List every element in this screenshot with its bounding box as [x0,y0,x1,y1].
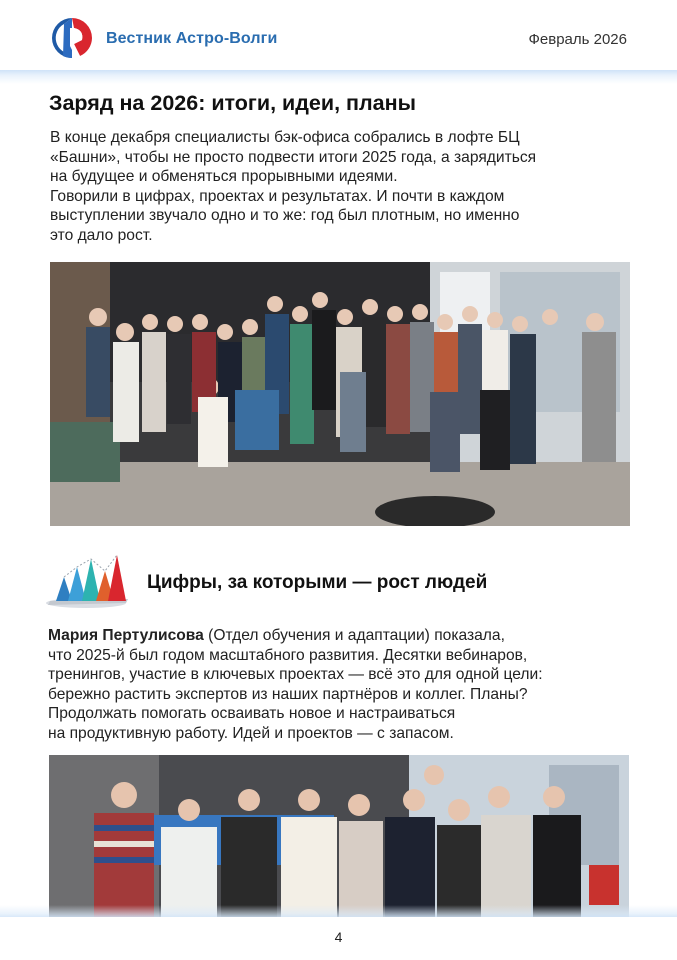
intro-line: на будущее и обменяться прорывными идеями. [50,168,398,186]
body-line: Продолжать помогать осваивать новое и настраиваться [48,705,456,723]
intro-line: «Башни», чтобы не просто подвести итоги 2025 года, а зарядиться [50,148,537,166]
intro-line: В конце декабря специалисты бэк-офиса собрались в лофте БЦ [50,129,520,146]
section-body [48,626,633,744]
header-divider-glow [0,70,677,84]
article-intro [50,128,630,246]
issue-date: Февраль 2026 [528,31,627,48]
bar-chart-icon [44,545,134,611]
article-title: Заряд на 2026: итоги, идеи, планы [49,91,416,115]
team-photo [49,755,629,917]
body-line-first [48,626,633,646]
page-header [0,0,677,72]
body-line: бережно растить экспертов из наших партнёров и коллег. Планы? [48,685,528,703]
page-number: 4 [334,929,343,945]
newsletter-brand: Вестник Астро-Волги [106,30,278,47]
body-text: (Отдел обучения и адаптации) показала, [203,627,505,644]
body-line: тренингов, участие в ключевых проектах — всё это для одной цели: [48,666,543,684]
astro-volga-logo-icon [50,16,94,60]
intro-line: это дало рост. [50,226,153,244]
intro-line: выступлении звучало одно и то же: год был плотным, но именно [50,207,520,225]
body-line: что 2025-й был годом масштабного развития. Десятки вебинаров, [48,646,528,664]
speaker-name: Мария Пертулисова [48,627,204,644]
intro-line: Говорили в цифрах, проектах и результатах. И почти в каждом [50,187,505,205]
section-heading: Цифры, за которыми — рост людей [147,572,488,593]
body-line: на продуктивную работу. Идей и проектов — с запасом. [48,724,454,742]
group-photo [50,262,630,526]
